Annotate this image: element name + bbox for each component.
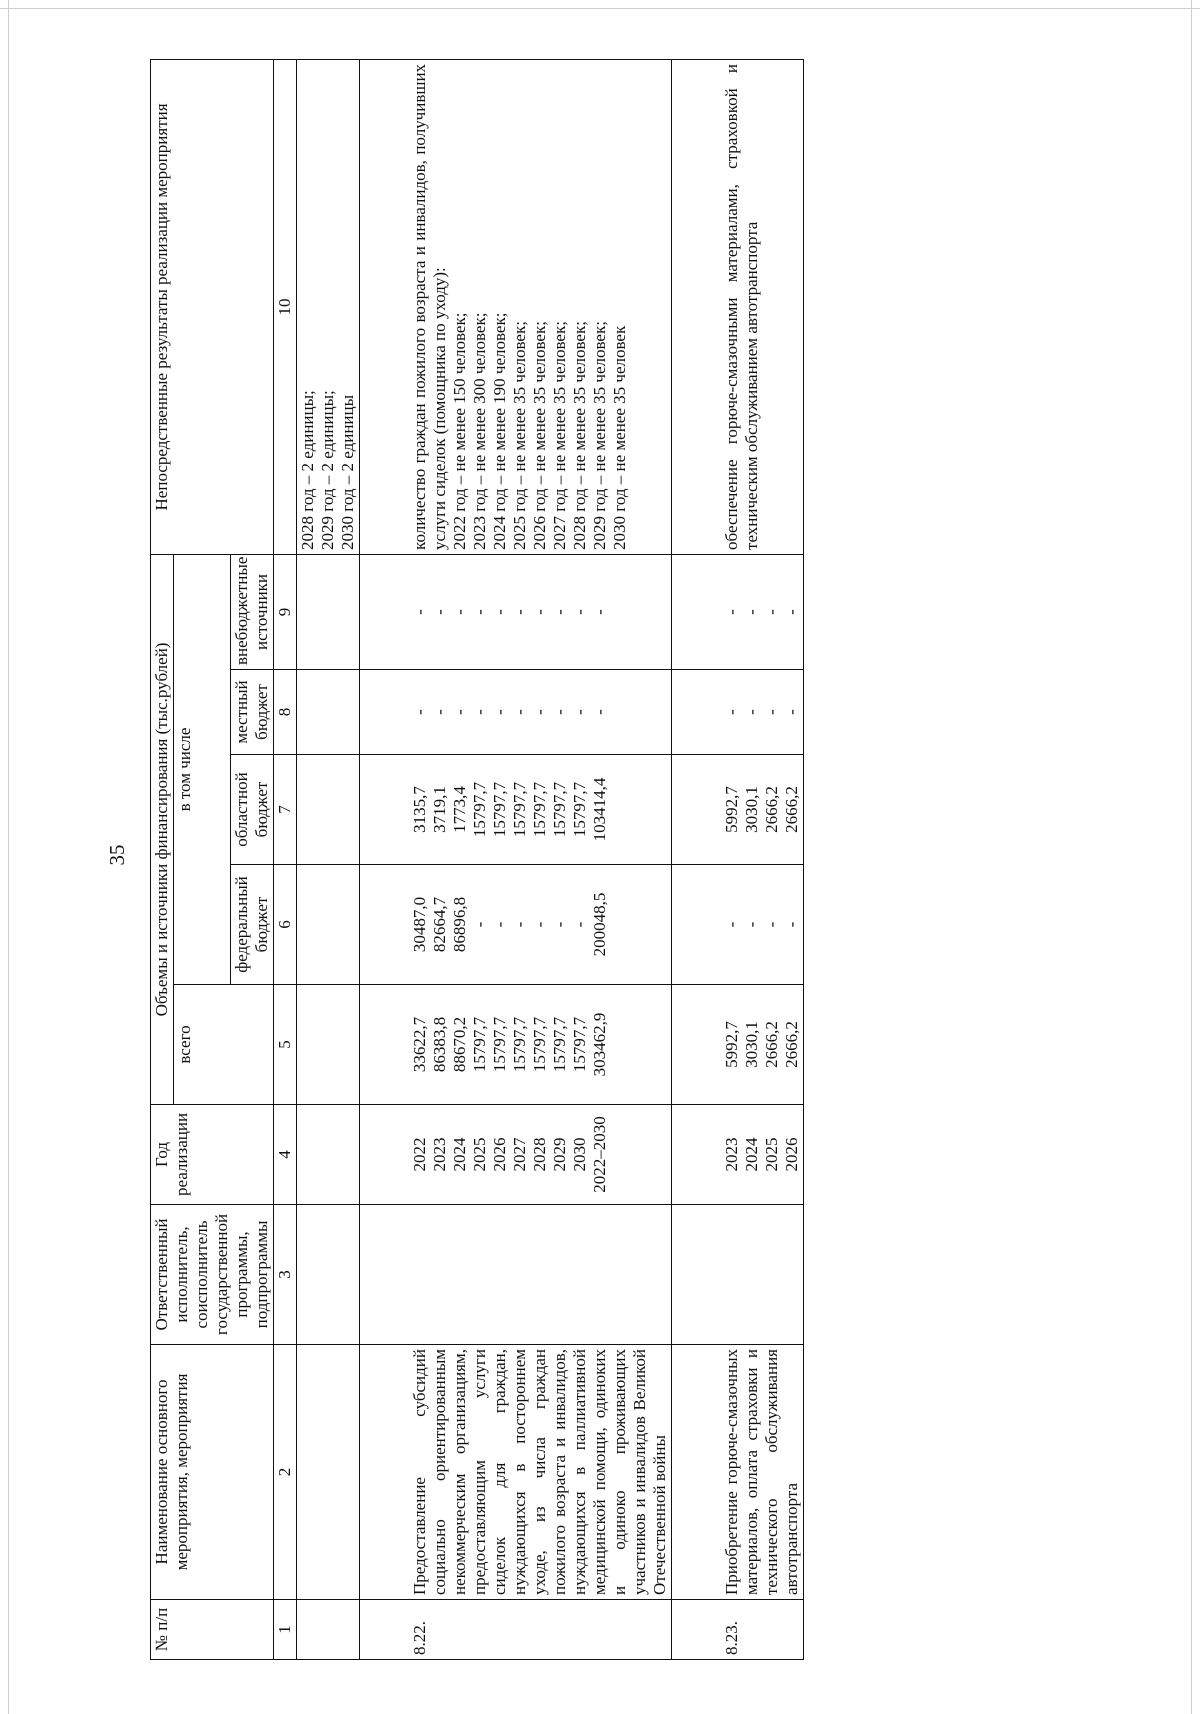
result-line: количество граждан пожилого возраста и инвалидов, получивших услуги сиделок (помощника по уходу): [410,63,449,550]
total-value: 5992,7 [722,1021,741,1068]
row-local [360,670,672,755]
federal-value: - [782,921,801,928]
result-line: 2023 год – не менее 300 человек; [470,312,489,550]
carryover-result-line: 2028 год – 2 единицы; [298,390,317,550]
rotated-table-wrapper [150,60,1150,1660]
scan-edge-right [1191,0,1200,1714]
column-number: 5 [274,985,297,1105]
header-funding-group: Объемы и источники финансирования (тыс.рублей) [151,554,174,1104]
extra-value: - [762,609,781,615]
column-number: 9 [274,554,297,669]
result-line: 2027 год – не менее 35 человек; [550,321,569,550]
header-results: Непосредственные результаты реализации мероприятия [151,59,274,554]
local-value: - [470,709,489,715]
carryover-result-line: 2030 год – 2 единицы [338,394,357,550]
extra-value: - [430,609,449,615]
row-total [672,985,804,1105]
result-line: 2028 год – не менее 35 человек; [570,321,589,550]
year-value: 2023 [722,1137,741,1172]
federal-value: - [762,921,781,928]
row-executor [360,1205,672,1345]
regional-value: 15797,7 [570,781,589,838]
carryover-result-line: 2029 год – 2 единицы; [318,390,337,550]
regional-value: 15797,7 [470,781,489,838]
total-value: 15797,7 [510,1016,529,1073]
column-number: 7 [274,755,297,865]
row-years [672,1105,804,1205]
header-extra: внебюджетные источники [231,554,274,669]
column-number: 2 [274,1345,297,1600]
federal-value: 200048,5 [590,892,609,957]
table-row-8-22 [360,59,672,1659]
local-value: - [782,709,801,715]
total-value: 3030,1 [742,1021,761,1068]
federal-value: - [722,921,741,928]
total-value: 33622,7 [410,1016,429,1073]
local-value: - [570,709,589,715]
regional-value: 15797,7 [550,781,569,838]
local-value: - [590,709,609,715]
extra-value: - [510,609,529,615]
local-value: - [742,709,761,715]
row-results: обеспечение горюче-смазочными материалами, страховкой и техническим обслуживанием автотранспорта [672,59,804,554]
row-total [360,985,672,1105]
total-value: 2666,2 [762,1021,781,1068]
year-value: 2029 [550,1137,569,1172]
scan-edge-top [0,0,1200,9]
federal-value: - [510,921,529,928]
extra-value: - [782,609,801,615]
regional-value: 3135,7 [410,786,429,833]
federal-value: - [490,921,509,928]
row-regional [360,755,672,865]
column-number-row [274,59,297,1659]
year-value: 2024 [450,1137,469,1172]
extra-value: - [530,609,549,615]
year-value: 2024 [742,1137,761,1172]
row-extra [672,554,804,669]
total-value: 303462,9 [590,1012,609,1077]
header-federal: федеральный бюджет [231,865,274,985]
program-measures-table [150,59,804,1660]
total-value: 86383,8 [430,1016,449,1073]
year-value: 2023 [430,1137,449,1172]
extra-value: - [550,609,569,615]
row-local [672,670,804,755]
year-value: 2026 [490,1137,509,1172]
page-number: 35 [105,844,129,866]
total-value: 15797,7 [530,1016,549,1073]
total-value: 15797,7 [490,1016,509,1073]
row-executor [672,1205,804,1345]
row-extra [360,554,672,669]
row-federal [672,865,804,985]
year-value: 2028 [530,1137,549,1172]
carryover-row [297,59,360,1659]
total-value: 15797,7 [470,1016,489,1073]
header-number: № п/п [151,1600,274,1660]
header-executor: Ответственный исполнитель, соисполнитель государственной программы, подпрограммы [151,1205,274,1345]
total-value: 15797,7 [550,1016,569,1073]
local-value: - [510,709,529,715]
column-number: 3 [274,1205,297,1345]
header-including: в том числе [174,554,231,984]
regional-value: 103414,4 [590,777,609,842]
federal-value: 82664,7 [430,896,449,953]
year-value: 2022–2030 [590,1116,609,1193]
column-number: 8 [274,670,297,755]
local-value: - [762,709,781,715]
result-line: 2024 год – не менее 190 человек; [490,312,509,550]
federal-value: 30487,0 [410,896,429,953]
extra-value: - [590,609,609,615]
row-number: 8.23. [672,1600,804,1660]
year-value: 2030 [570,1137,589,1172]
result-line: 2025 год – не менее 35 человек; [510,321,529,550]
header-name: Наименование основного мероприятия, мероприятия [151,1345,274,1600]
result-line: 2029 год – не менее 35 человек; [590,321,609,550]
regional-value: 5992,7 [722,786,741,833]
extra-value: - [742,609,761,615]
row-regional [672,755,804,865]
row-results [360,59,672,554]
local-value: - [450,709,469,715]
local-value: - [550,709,569,715]
header-local: местный бюджет [231,670,274,755]
regional-value: 15797,7 [530,781,549,838]
column-number: 6 [274,865,297,985]
year-value: 2025 [762,1137,781,1172]
year-value: 2027 [510,1137,529,1172]
row-measure-name: Приобретение горюче-смазочных материалов, оплата страховки и технического обслуживания автотранспорта [672,1345,804,1600]
regional-value: 3030,1 [742,786,761,833]
row-number: 8.22. [360,1600,672,1660]
total-value: 2666,2 [782,1021,801,1068]
result-line: 2026 год – не менее 35 человек; [530,321,549,550]
header-regional: областной бюджет [231,755,274,865]
carryover-results [297,59,360,554]
extra-value: - [450,609,469,615]
row-measure-name: Предоставление субсидий социально ориентированным некоммерческим организациям, предоставляющим услуги сиделок для граждан, нуждающихся в постороннем уходе, из числа граждан пожилого возраста и инвалидов, нуждающихся в паллиативной медицинской помощи, одиноких и одиноко проживающих участников и инвалидов Великой Отечественной войны [360,1345,672,1600]
total-value: 88670,2 [450,1016,469,1073]
local-value: - [530,709,549,715]
column-number: 4 [274,1105,297,1205]
local-value: - [490,709,509,715]
federal-value: - [570,921,589,928]
federal-value: 86896,8 [450,896,469,953]
federal-value: - [530,921,549,928]
extra-value: - [722,609,741,615]
year-value: 2022 [410,1137,429,1172]
table-row-8-23 [672,59,804,1659]
extra-value: - [570,609,589,615]
regional-value: 15797,7 [490,781,509,838]
regional-value: 2666,2 [762,786,781,833]
local-value: - [410,709,429,715]
year-value: 2026 [782,1137,801,1172]
federal-value: - [550,921,569,928]
column-number: 1 [274,1600,297,1660]
local-value: - [722,709,741,715]
local-value: - [430,709,449,715]
regional-value: 1773,4 [450,786,469,833]
header-total: всего [174,985,274,1105]
scan-edge-left [0,0,9,1714]
extra-value: - [410,609,429,615]
row-years [360,1105,672,1205]
extra-value: - [490,609,509,615]
regional-value: 2666,2 [782,786,801,833]
regional-value: 15797,7 [510,781,529,838]
column-number: 10 [274,59,297,554]
header-year: Год реализации [151,1105,274,1205]
total-value: 15797,7 [570,1016,589,1073]
extra-value: - [470,609,489,615]
federal-value: - [742,921,761,928]
row-federal [360,865,672,985]
regional-value: 3719,1 [430,786,449,833]
federal-value: - [470,921,489,928]
result-line: 2022 год – не менее 150 человек; [450,312,469,550]
result-line: 2030 год – не менее 35 человек [610,325,629,550]
year-value: 2025 [470,1137,489,1172]
